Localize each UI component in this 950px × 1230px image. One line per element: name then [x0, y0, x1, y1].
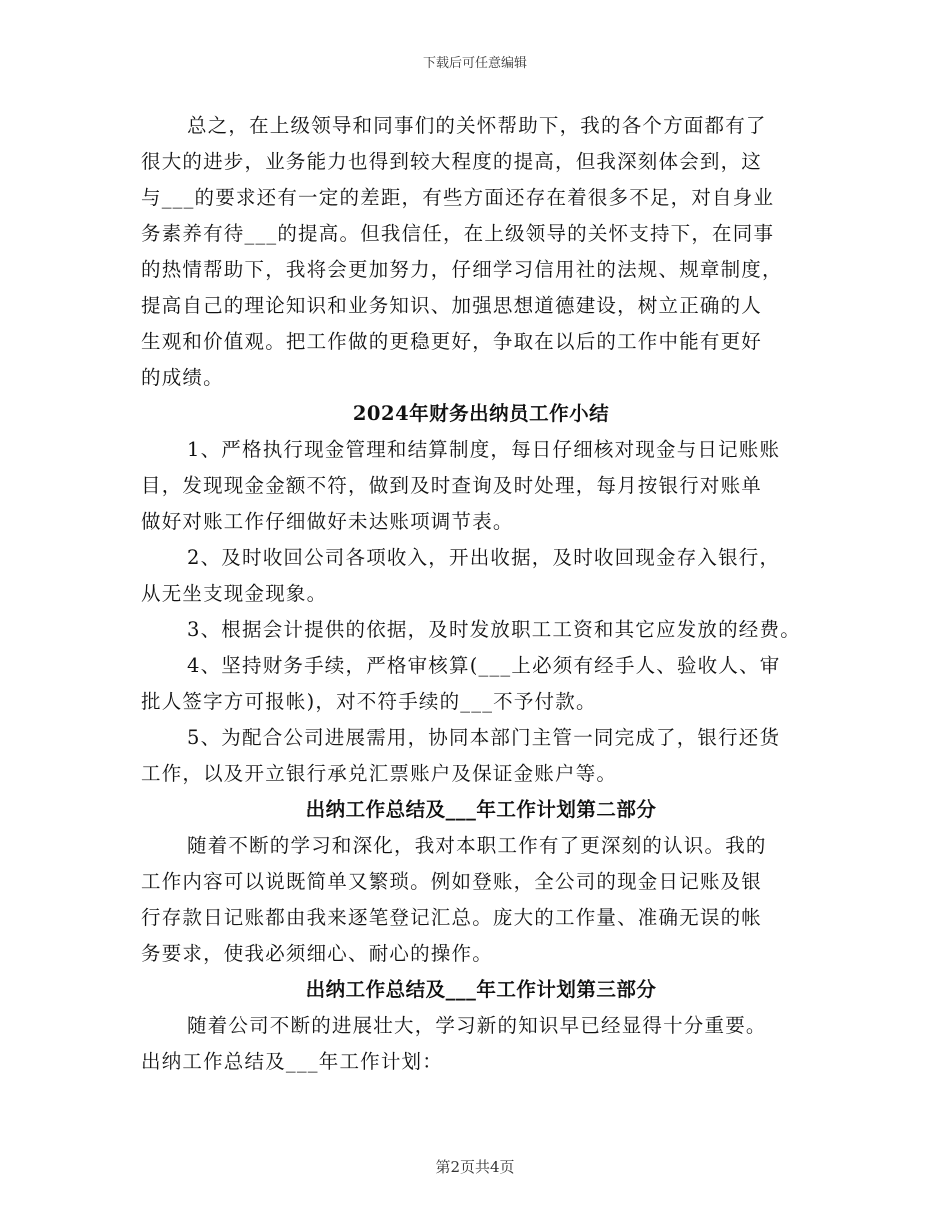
text-line: 批人签字方可报帐)，对不符手续的___不予付款。 [141, 690, 597, 713]
text-line: 务要求，使我必须细心、耐心的操作。 [141, 942, 493, 965]
text-line: 与___的要求还有一定的差距，有些方面还存在着很多不足，对自身业 [141, 186, 775, 209]
text-line: 随着不断的学习和深化，我对本职工作有了更深刻的认识。我的 [187, 834, 767, 857]
paragraph-part-3 [141, 1008, 821, 1080]
text-line: 的成绩。 [141, 366, 224, 389]
text-line: 提高自己的理论知识和业务知识、加强思想道德建设，树立正确的人 [141, 294, 763, 317]
paragraph-part-2 [141, 828, 821, 972]
page-footer: 第2页共4页 [435, 1158, 515, 1176]
text-line: 总之，在上级领导和同事们的关怀帮助下，我的各个方面都有了 [187, 114, 767, 137]
paragraph-item-5 [141, 720, 821, 792]
paragraph-summary [141, 108, 821, 396]
paragraph-item-1 [141, 432, 821, 540]
paragraph-item-4 [141, 648, 821, 720]
paragraph-item-3 [141, 612, 821, 648]
text-line: 的热情帮助下，我将会更加努力，仔细学习信用社的法规、规章制度， [141, 258, 783, 281]
text-line: 从无坐支现金现象。 [141, 582, 328, 605]
text-line: 1、严格执行现金管理和结算制度，每日仔细核对现金与日记账账 [187, 438, 781, 461]
text-line: 做好对账工作仔细做好未达账项调节表。 [141, 510, 514, 533]
text-line: 工作内容可以说既简单又繁琐。例如登账，全公司的现金日记账及银 [141, 870, 763, 893]
text-line: 工作，以及开立银行承兑汇票账户及保证金账户等。 [141, 762, 618, 785]
text-line: 行存款日记账都由我来逐笔登记汇总。庞大的工作量、准确无误的帐 [141, 906, 763, 929]
section-heading: 出纳工作总结及___年工作计划第三部分 [305, 978, 657, 1001]
text-line: 务素养有待___的提高。但我信任，在上级领导的关怀支持下，在同事 [141, 222, 775, 245]
text-line: 3、根据会计提供的依据，及时发放职工工资和其它应发放的经费。 [187, 618, 801, 641]
text-line: 2、及时收回公司各项收入，开出收据，及时收回现金存入银行， [187, 546, 781, 569]
text-line: 5、为配合公司进展需用，协同本部门主管一同完成了，银行还货 [187, 726, 781, 749]
text-line: 生观和价值观。把工作做的更稳更好，争取在以后的工作中能有更好 [141, 330, 763, 353]
text-line: 出纳工作总结及___年工作计划： [141, 1050, 443, 1073]
paragraph-item-2 [141, 540, 821, 612]
text-line: 4、坚持财务手续，严格审核算(___上必须有经手人、验收人、审 [187, 654, 781, 677]
text-line: 目，发现现金金额不符，做到及时查询及时处理，每月按银行对账单 [141, 474, 763, 497]
section-heading: 出纳工作总结及___年工作计划第二部分 [305, 798, 657, 821]
document-body [141, 108, 821, 1080]
section-heading: 2024年财务出纳员工作小结 [352, 402, 610, 425]
page-header: 下载后可任意编辑 [422, 56, 527, 71]
text-line: 随着公司不断的进展壮大，学习新的知识早已经显得十分重要。 [187, 1014, 767, 1037]
text-line: 很大的进步，业务能力也得到较大程度的提高，但我深刻体会到，这 [141, 150, 763, 173]
